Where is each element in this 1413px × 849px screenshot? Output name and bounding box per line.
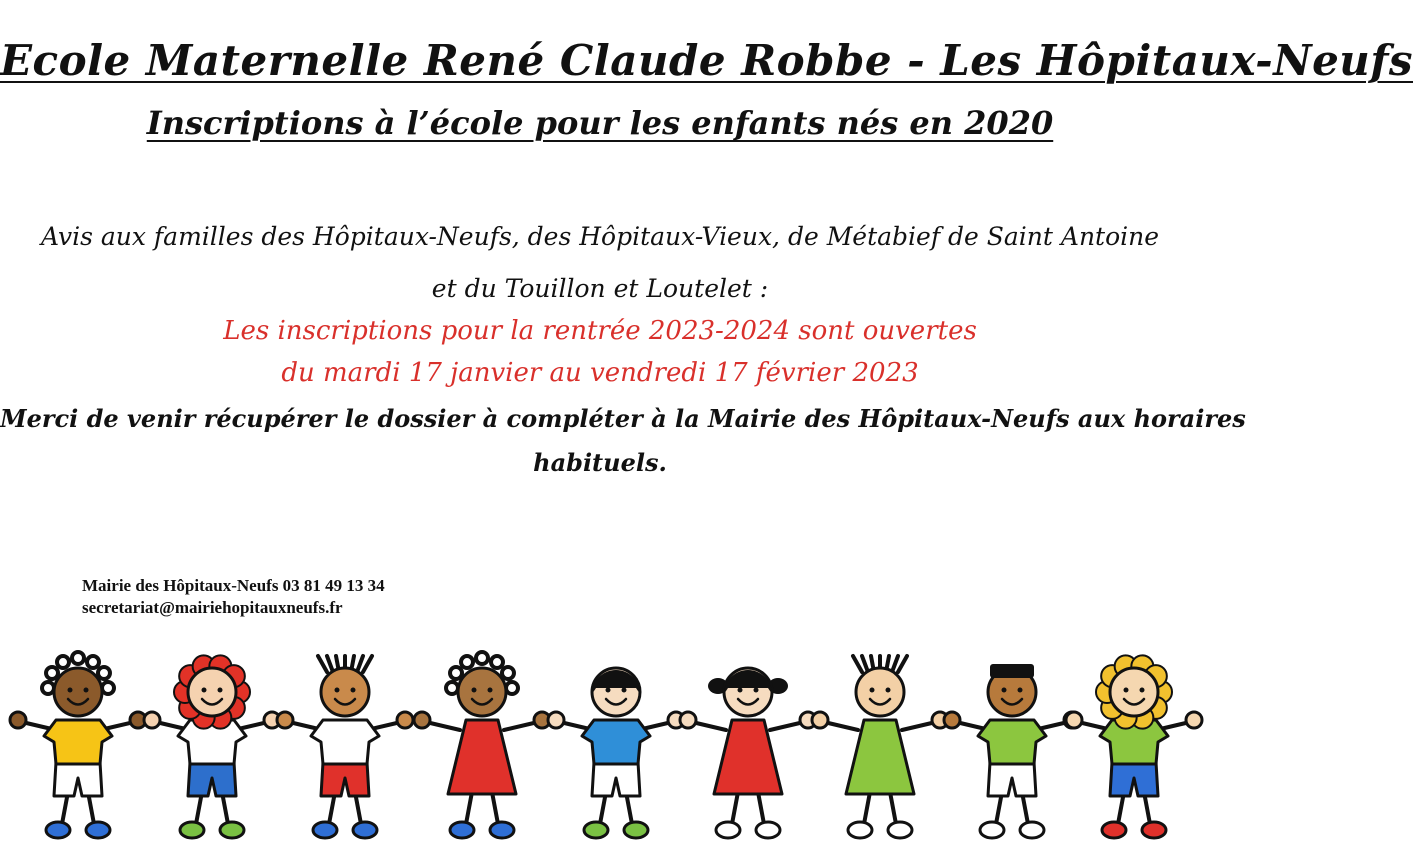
children-holding-hands-illustration bbox=[0, 632, 1200, 849]
child-figure bbox=[277, 656, 413, 838]
notice-line-2: et du Touillon et Loutelet : bbox=[431, 274, 769, 303]
child-figure bbox=[548, 668, 684, 838]
announcement-line-2: du mardi 17 janvier au vendredi 17 février 2023 bbox=[281, 358, 919, 388]
contact-block bbox=[82, 575, 385, 619]
child-figure bbox=[680, 668, 816, 838]
child-figure bbox=[10, 652, 146, 838]
child-figure bbox=[944, 664, 1080, 838]
contact-email: secretariat@mairiehopitauxneufs.fr bbox=[82, 598, 343, 617]
instruction-line-1: Merci de venir récupérer le dossier à compléter à la Mairie des Hôpitaux-Neufs aux horaires bbox=[0, 404, 1246, 433]
page-subtitle: Inscriptions à l’école pour les enfants nés en 2020 bbox=[146, 104, 1054, 142]
announcement-line-1: Les inscriptions pour la rentrée 2023-2024 sont ouvertes bbox=[223, 316, 977, 346]
contact-phone: Mairie des Hôpitaux-Neufs 03 81 49 13 34 bbox=[82, 576, 385, 595]
instruction-line-2: habituels. bbox=[533, 448, 667, 477]
child-figure bbox=[414, 652, 550, 838]
child-figure bbox=[812, 656, 948, 838]
notice-line-1: Avis aux familles des Hôpitaux-Neufs, des Hôpitaux-Vieux, de Métabief de Saint Antoine bbox=[40, 222, 1160, 251]
child-figure bbox=[1066, 655, 1202, 838]
child-figure bbox=[144, 655, 280, 838]
page-title: Ecole Maternelle René Claude Robbe - Les Hôpitaux-Neufs bbox=[0, 36, 1413, 85]
